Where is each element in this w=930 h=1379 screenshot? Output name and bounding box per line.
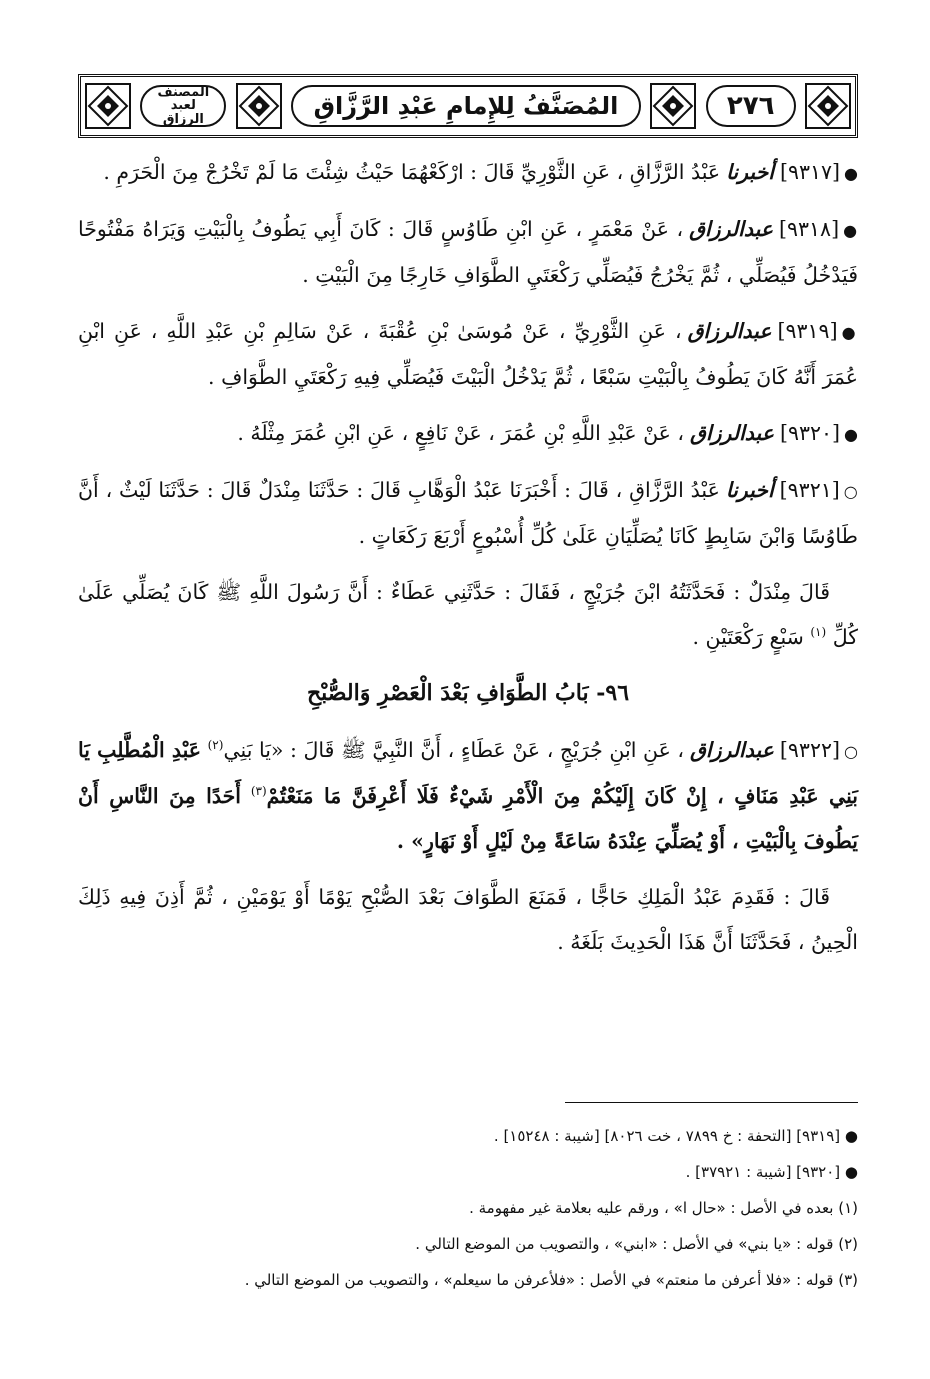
ornament-center-right-icon [650, 83, 696, 129]
hadith-text: عَبْدُ الرَّزَّاقِ ، قَالَ : أَخْبَرَنَا عَبْدُ الْوَهَّابِ قَالَ : حَدَّثَنَا مِنْدَلٌ قَالَ : حَدَّثَنَا لَيْثٌ ، أَنَّ طَاوُسًا وَابْنَ سَابِطٍ كَانَا يُصَلِّيَانِ عَلَىٰ كُلِّ أُسْبُوعٍ أَرْبَعَ رَكَعَاتٍ . [78, 478, 858, 548]
narrator-sign: عبدالرزاق [690, 421, 774, 445]
hadith-9322-continuation: قَالَ : فَقَدِمَ عَبْدُ الْمَلِكِ حَاجًّا ، فَمَنَعَ الطَّوَافَ بَعْدَ الصُّبْحِ يَوْمًا أَوْ يَوْمَيْنِ ، ثُمَّ أَذِنَ فِيهِ ذَلِكَ الْحِينُ ، فَحَدَّثَنَا أَنَّ هَذَا الْحَدِيثَ بَلَغَهُ . [78, 885, 858, 954]
footnote-marker-3: (٣) [250, 784, 267, 799]
hadith-text: ، عَنْ مَعْمَرٍ ، عَنِ ابْنِ طَاوُسٍ قَالَ : كَانَ أَبِي يَطُوفُ بِالْبَيْتِ وَيَرَاهُ مَفْتُوحًا فَيَدْخُلُ فَيُصَلِّي ، ثُمَّ يَخْرُجُ فَيُصَلِّي رَكْعَتَيِ الطَّوَافِ خَارِجًا مِنَ الْبَيْتِ . [78, 217, 858, 287]
circle-bullet-icon: ○ [843, 742, 858, 761]
continuation-text-end: سَبْعٍ رَكْعَتَيْنِ . [692, 625, 804, 649]
hadith-number: [٩٣٢٠] [779, 421, 841, 445]
bullet-icon: ● [841, 323, 858, 342]
book-logo-text: المصنف لعبد الرزاق [157, 84, 210, 127]
ornament-center-left-icon [236, 83, 282, 129]
footnote-2: (٢) قوله : «يا بني» في الأصل : «ابني» ، والتصويب من الموضع التالي . [415, 1235, 858, 1253]
footnote-divider [565, 1102, 858, 1103]
footnote-ref-9319: ● [٩٣١٩] [التحفة : خ ٧٨٩٩ ، خت ٨٠٢٦] [شيبة : ١٥٢٤٨] . [493, 1127, 858, 1145]
book-logo-badge [140, 85, 226, 127]
continuation-text: قَالَ مِنْدَلٌ : فَحَدَّثَتُهُ ابْنَ جُرَيْجٍ ، فَقَالَ : حَدَّثَنِي عَطَاءٌ : أَنَّ رَسُولَ اللَّهِ ﷺ كَانَ يُصَلِّي عَلَىٰ كُلِّ [78, 580, 858, 649]
footnote-marker-2: (٢) [207, 738, 224, 753]
hadith-number: [٩٣٢١] [779, 478, 840, 502]
hadith-number: [٩٣١٨] [779, 217, 840, 241]
hadith-text: ، عَنِ ابْنِ جُرَيْجٍ ، عَنْ عَطَاءٍ ، أَنَّ النَّبِيَّ ﷺ قَالَ : «يَا بَنِي [223, 738, 684, 762]
hadith-9322 [78, 728, 858, 864]
book-title: المُصَنَّفُ لِلإِمامِ عَبْدِ الرَّزَّاقِ [313, 92, 619, 120]
hadith-text: ، عَنْ عَبْدِ اللَّهِ بْنِ عُمَرَ ، عَنْ نَافِعٍ ، عَنِ ابْنِ عُمَرَ مِثْلَهُ . [237, 421, 685, 445]
book-title-banner [291, 85, 641, 127]
hadith-number: [٩٣٢٢] [779, 738, 840, 762]
chapter-heading: ٩٦- بَابُ الطَّوَافِ بَعْدَ الْعَصْرِ وَالصُّبْحِ [306, 680, 630, 706]
footnotes [78, 1118, 858, 1298]
hadith-9320 [78, 411, 858, 457]
page-number-badge [706, 85, 796, 127]
footnote-ref-9320: ● [٩٣٢٠] [شيبة : ٣٧٩٢١] . [685, 1163, 858, 1181]
circle-bullet-icon: ○ [843, 482, 858, 501]
hadith-text: عَبْدُ الرَّزَّاقِ ، عَنِ الثَّوْرِيِّ قَالَ : ارْكَعْهُمَا حَيْثُ شِئْتَ مَا لَمْ تَخْرُجْ مِنَ الْحَرَمِ . [103, 160, 721, 184]
main-text [78, 150, 858, 976]
narrator-sign: عبدالرزاق [689, 738, 774, 762]
footnote-marker-1: (١) [810, 625, 827, 640]
hadith-text: ، عَنِ الثَّوْرِيِّ ، عَنْ مُوسَىٰ بْنِ عُقْبَةَ ، عَنْ سَالِمِ بْنِ عَبْدِ اللَّهِ ، عَنِ ابْنِ عُمَرَ أَنَّهُ كَانَ يَطُوفُ بِالْبَيْتِ سَبْعًا ، ثُمَّ يَدْخُلُ الْبَيْتَ فَيُصَلِّي فِيهِ رَكْعَتَيِ الطَّوَافِ . [78, 319, 858, 389]
ornament-right-icon [805, 83, 851, 129]
prophetic-saying: عَبْدِ الْمُطَّلِبِ يَا بَنِي عَبْدِ مَنَافٍ ، إِنْ كَانَ إِلَيْكُمْ مِنَ الْأَمْرِ شَيْءٌ فَلَا أَعْرِفَنَّ مَا مَنَعْتُمْ [78, 738, 858, 808]
hadith-number: [٩٣١٩] [777, 319, 838, 343]
page-header [78, 74, 858, 138]
bullet-icon: ● [844, 425, 858, 444]
hadith-9319 [78, 309, 858, 400]
hadith-number: [٩٣١٧] [779, 160, 841, 184]
bullet-icon: ● [843, 221, 858, 240]
hadith-9318 [78, 207, 858, 298]
hadith-9321-continuation [78, 570, 858, 660]
footnote-1: (١) بعده في الأصل : «حال ا» ، ورقم عليه بعلامة غير مفهومة . [469, 1199, 858, 1217]
narrator-sign: أخبرنا [726, 160, 774, 184]
hadith-9321 [78, 468, 858, 559]
narrator-sign: عبدالرزاق [687, 319, 772, 343]
footnote-3: (٣) قوله : «فلا أعرفن ما منعتم» في الأصل : «فلأعرفن ما سيعلم» ، والتصويب من الموضع التالي . [244, 1271, 858, 1289]
ornament-left-icon [85, 83, 131, 129]
narrator-sign: عبدالرزاق [689, 217, 774, 241]
narrator-sign: أخبرنا [725, 478, 774, 502]
hadith-9317 [78, 150, 858, 196]
page-number: ٢٧٦ [726, 91, 775, 121]
bullet-icon: ● [844, 164, 858, 183]
prophetic-saying-end: أَحَدًا مِنَ النَّاسِ أَنْ يَطُوفَ بِالْبَيْتِ ، أَوْ يُصَلِّيَ عِنْدَهُ سَاعَةً مِنْ لَيْلٍ أَوْ نَهَارٍ» . [78, 784, 858, 853]
